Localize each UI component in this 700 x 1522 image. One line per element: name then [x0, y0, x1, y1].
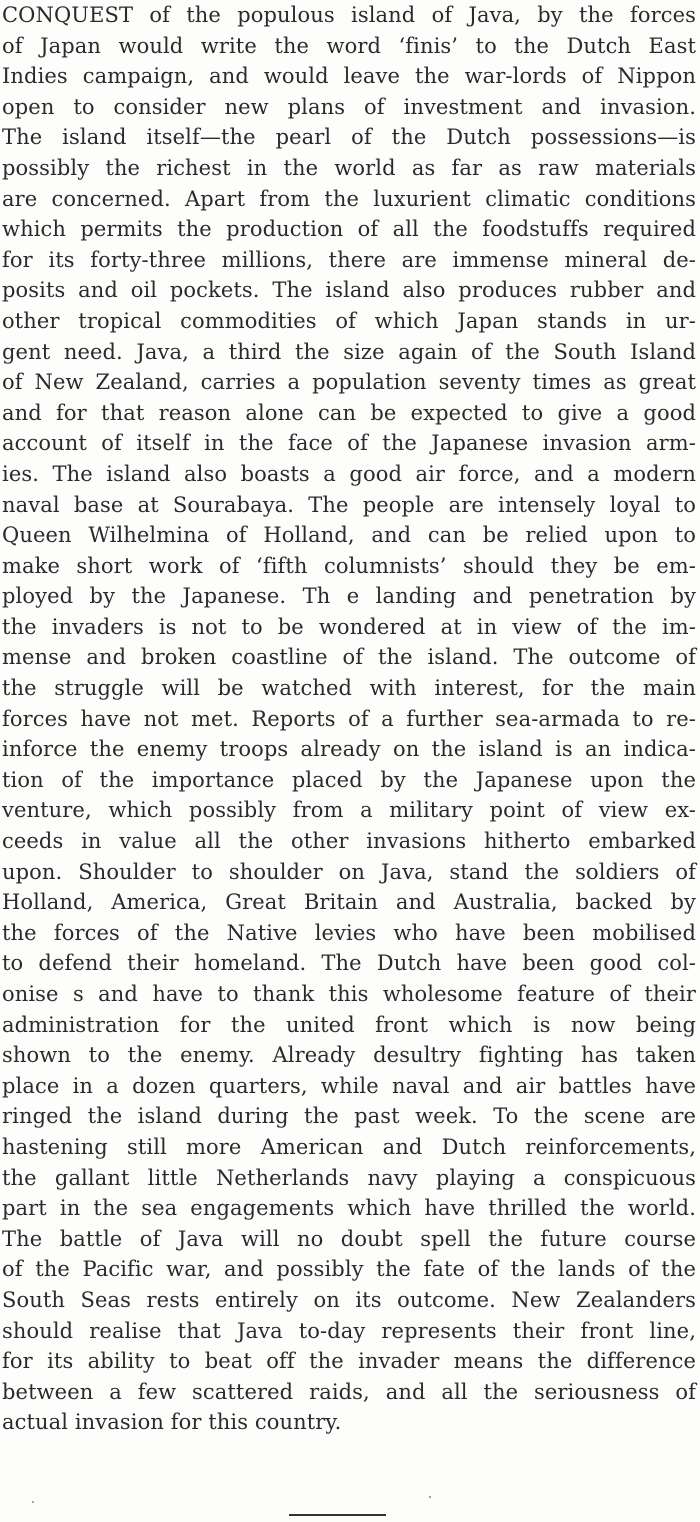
article-line: tion of the importance placed by the Japanese upon the — [2, 767, 696, 792]
print-speck — [32, 1501, 34, 1503]
article-line: CONQUEST of the populous island of Java, by the forces — [2, 3, 696, 27]
article-line: Indies campaign, and would leave the war-lords of Nippon — [2, 64, 696, 89]
article-line: the forces of the Native levies who have been mobilised — [2, 920, 696, 945]
article-line: for its forty-three millions, there are immense mineral de- — [2, 247, 696, 272]
article-line: ringed the island during the past week. To the scene are — [2, 1104, 696, 1129]
article-line: make short work of ‘fifth columnists’ should they be em- — [2, 553, 696, 578]
article-line: of the Pacific war, and possibly the fate of the lands of the — [2, 1257, 696, 1282]
article-line: upon. Shoulder to shoulder on Java, stand the soldiers of — [2, 859, 696, 884]
article-line: Queen Wilhelmina of Holland, and can be relied upon to — [2, 523, 696, 548]
article-line: hastening still more American and Dutch reinforcements, — [2, 1134, 696, 1159]
article-line: administration for the united front which is now being — [2, 1012, 696, 1037]
article-line: shown to the enemy. Already desultry fighting has taken — [2, 1043, 696, 1068]
article-line: are concerned. Apart from the luxurient climatic conditions — [2, 186, 696, 211]
article-line: for its ability to beat off the invader means the difference — [2, 1349, 696, 1374]
article-line: should realise that Java to-day represents their front line, — [2, 1318, 696, 1343]
editorial-article — [2, 0, 696, 1438]
article-line: gent need. Java, a third the size again of the South Island — [2, 339, 696, 364]
article-line: forces have not met. Reports of a further sea-armada to re- — [2, 706, 696, 731]
article-line-last: actual invasion for this country. — [2, 1410, 342, 1435]
article-line: part in the sea engagements which have thrilled the world. — [2, 1196, 696, 1221]
article-line: posits and oil pockets. The island also produces rubber and — [2, 278, 696, 303]
article-line: ceeds in value all the other invasions hitherto embarked — [2, 829, 696, 854]
article-line: and for that reason alone can be expected to give a good — [2, 400, 696, 425]
article-line: to defend their homeland. The Dutch have been good col- — [2, 951, 696, 976]
article-line: the gallant little Netherlands navy playing a conspicuous — [2, 1165, 696, 1190]
article-line: the struggle will be watched with interest, for the main — [2, 676, 696, 701]
article-line: possibly the richest in the world as far as raw materials — [2, 155, 696, 180]
article-line: onise s and have to thank this wholesome feature of their — [2, 982, 696, 1006]
article-line: inforce the enemy troops already on the island is an indica- — [2, 737, 696, 762]
print-speck — [429, 1496, 431, 1498]
article-line: ployed by the Japanese. Th e landing and penetration by — [2, 584, 696, 609]
article-line: of New Zealand, carries a population seventy times as great — [2, 370, 696, 395]
article-line: other tropical commodities of which Japan stands in ur- — [2, 308, 696, 333]
article-line: open to consider new plans of investment and invasion. — [2, 94, 696, 119]
article-line: of Japan would write the word ‘finis’ to the Dutch East — [2, 33, 696, 58]
article-line: between a few scattered raids, and all the seriousness of — [2, 1379, 696, 1404]
article-line: The island itself—the pearl of the Dutch possessions—is — [2, 125, 696, 150]
article-line: which permits the production of all the foodstuffs required — [2, 217, 696, 242]
article-line: venture, which possibly from a military point of view ex- — [2, 798, 696, 823]
article-line: the invaders is not to be wondered at in view of the im- — [2, 614, 696, 639]
article-line: account of itself in the face of the Japanese invasion arm- — [2, 431, 696, 456]
article-line: Holland, America, Great Britain and Australia, backed by — [2, 890, 696, 915]
article-line: naval base at Sourabaya. The people are intensely loyal to — [2, 492, 696, 517]
article-line: The battle of Java will no doubt spell the future course — [2, 1226, 696, 1251]
article-line: South Seas rests entirely on its outcome. New Zealanders — [2, 1287, 696, 1312]
article-line: place in a dozen quarters, while naval and air battles have — [2, 1073, 696, 1098]
article-line: mense and broken coastline of the island. The outcome of — [2, 645, 696, 670]
article-end-rule — [289, 1514, 386, 1516]
article-line: ies. The island also boasts a good air force, and a modern — [2, 461, 696, 486]
